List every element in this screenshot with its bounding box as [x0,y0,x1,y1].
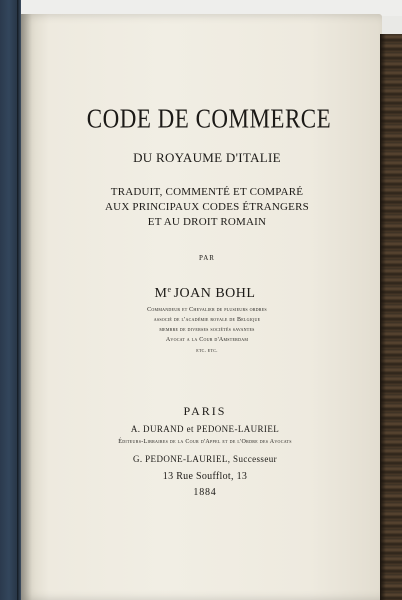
author-prefix-initial: M [154,286,168,301]
author-prefix-sup: e [167,285,172,294]
successor: G. PEDONE-LAURIEL, Successeur [132,454,278,464]
publisher-address: 13 Rue Soufflot, 13 [162,471,248,482]
publication-year: 1884 [193,487,217,498]
author [24,285,386,302]
author-prefix [155,286,174,301]
author-credential: Commandeur et Chevalier de plusieurs ordres [147,307,267,313]
author-credential: etc. etc. [196,348,218,354]
description-line: AUX PRINCIPAUX CODES ÉTRANGERS [105,201,309,213]
description-line: TRADUIT, COMMENTÉ ET COMPARÉ [110,186,304,198]
description-line: ET AU DROIT ROMAIN [147,216,267,228]
publisher: A. DURAND et PEDONE-LAURIEL [130,424,280,434]
author-credential: associé de l'académie royale de Belgique [153,317,261,323]
by-label: PAR [199,254,215,262]
author-name: JOAN BOHL [173,286,256,301]
author-credential: membre de diverses sociétés savantes [159,327,255,333]
book-subtitle: DU ROYAUME D'ITALIE [133,150,281,165]
title-page-text [20,14,382,600]
publisher-role: Éditeurs-Libraires de la Cour d'Appel et de l'Ordre des Avocats [118,439,292,445]
publication-city: PARIS [183,404,227,418]
book-title: CODE DE COMMERCE [86,104,332,134]
author-credential: Avocat a la Cour d'Amsterdam [165,337,249,343]
